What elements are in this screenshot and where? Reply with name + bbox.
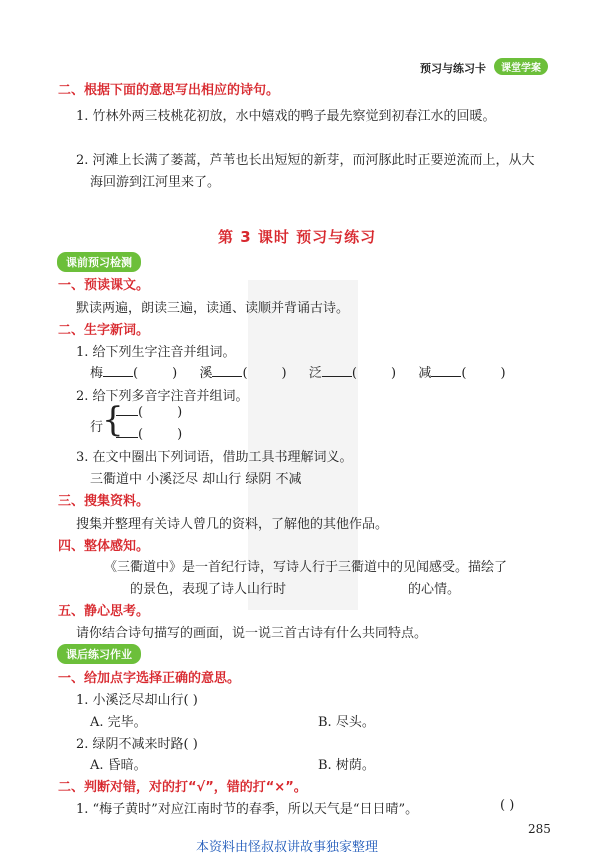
char-xi: 溪	[199, 366, 213, 381]
section2-item2-line2: 海回游到江河里来了。	[90, 175, 221, 190]
post-q2-option-a[interactable]: A. 昏暗。	[90, 758, 147, 773]
answer-blank[interactable]	[286, 581, 408, 593]
pre-heading-3: 三、搜集资料。	[58, 494, 150, 509]
post-q2: 2. 绿阴不减来时路( )	[76, 737, 198, 752]
pinyin-blank[interactable]	[431, 364, 461, 377]
header-badge: 课堂学案	[494, 58, 548, 75]
pre-text-4-line2: 的景色，表现了诗人山行时 的心情。	[90, 578, 460, 597]
pre-heading-5: 五、静心思考。	[58, 604, 150, 619]
section2-heading: 二、根据下面的意思写出相应的诗句。	[58, 83, 280, 98]
char-row: 梅 ( ) 溪 ( ) 泛 ( ) 减 ( )	[90, 366, 506, 381]
pinyin-blank[interactable]	[116, 425, 138, 438]
post-heading-1: 一、给加点字选择正确的意思。	[58, 671, 241, 686]
post-judge-1: 1. “梅子黄时”对应江南时节的春季，所以天气是“日日晴”。	[76, 802, 419, 817]
pre-text-3: 搜集并整理有关诗人曾几的资料，了解他的其他作品。	[76, 517, 389, 532]
pre-heading-1: 一、预读课文。	[58, 278, 150, 293]
char-fan: 泛	[308, 366, 322, 381]
polyphone-line-1: ( )	[116, 403, 182, 420]
section2-item1: 1. 竹林外两三枝桃花初放，水中嬉戏的鸭子最先察觉到初春江水的回暖。	[76, 109, 496, 124]
char-jian: 减	[418, 366, 432, 381]
pinyin-blank[interactable]	[116, 403, 138, 416]
section2-item2-line1: 2. 河滩上长满了蒌蒿，芦苇也长出短短的新芽，而河豚此时正要逆流而上，从大	[76, 153, 535, 168]
pre-words: 三衢道中 小溪泛尽 却山行 绿阴 不减	[90, 472, 302, 487]
pre-q3: 3. 在文中圈出下列词语，借助工具书理解词义。	[76, 450, 353, 465]
pinyin-blank[interactable]	[103, 364, 133, 377]
brace: {	[102, 400, 124, 440]
post-q1-option-b[interactable]: B. 尽头。	[318, 715, 375, 730]
pre-q1: 1. 给下列生字注音并组词。	[76, 345, 236, 360]
pinyin-blank[interactable]	[322, 364, 352, 377]
pre-heading-2: 二、生字新词。	[58, 323, 150, 338]
pre-text-5: 请你结合诗句描写的画面，说一说三首古诗有什么共同特点。	[76, 626, 428, 641]
pre-text-4-line1: 《三衢道中》是一首纪行诗，写诗人行于三衢道中的见闻感受。描绘了	[104, 560, 508, 575]
post-q2-option-b[interactable]: B. 树荫。	[318, 758, 375, 773]
pre-text-1: 默读两遍，朗读三遍，读通、读顺并背诵古诗。	[76, 301, 350, 316]
lesson-title: 第 3 课时 预习与练习	[218, 228, 377, 246]
post-q1: 1. 小溪泛尽却山行( )	[76, 693, 198, 708]
pinyin-blank[interactable]	[212, 364, 242, 377]
polyphone-char: 行	[90, 420, 104, 435]
footer-credit: 本资料由怪叔叔讲故事独家整理	[196, 840, 379, 855]
banner-pre-class: 课前预习检测	[57, 252, 141, 272]
header-label: 预习与练习卡	[420, 62, 486, 75]
post-q1-option-a[interactable]: A. 完毕。	[90, 715, 147, 730]
pre-q2: 2. 给下列多音字注音并组词。	[76, 389, 249, 404]
answer-blank[interactable]	[90, 581, 130, 593]
pre-heading-4: 四、整体感知。	[58, 539, 150, 554]
polyphone-line-2: ( )	[116, 425, 182, 442]
post-heading-2: 二、判断对错，对的打“√”，错的打“×”。	[58, 780, 307, 795]
char-mei: 梅	[90, 366, 104, 381]
banner-post-class: 课后练习作业	[57, 644, 141, 664]
page-number: 285	[528, 822, 551, 836]
post-judge-1-answer[interactable]: ( )	[500, 798, 515, 813]
